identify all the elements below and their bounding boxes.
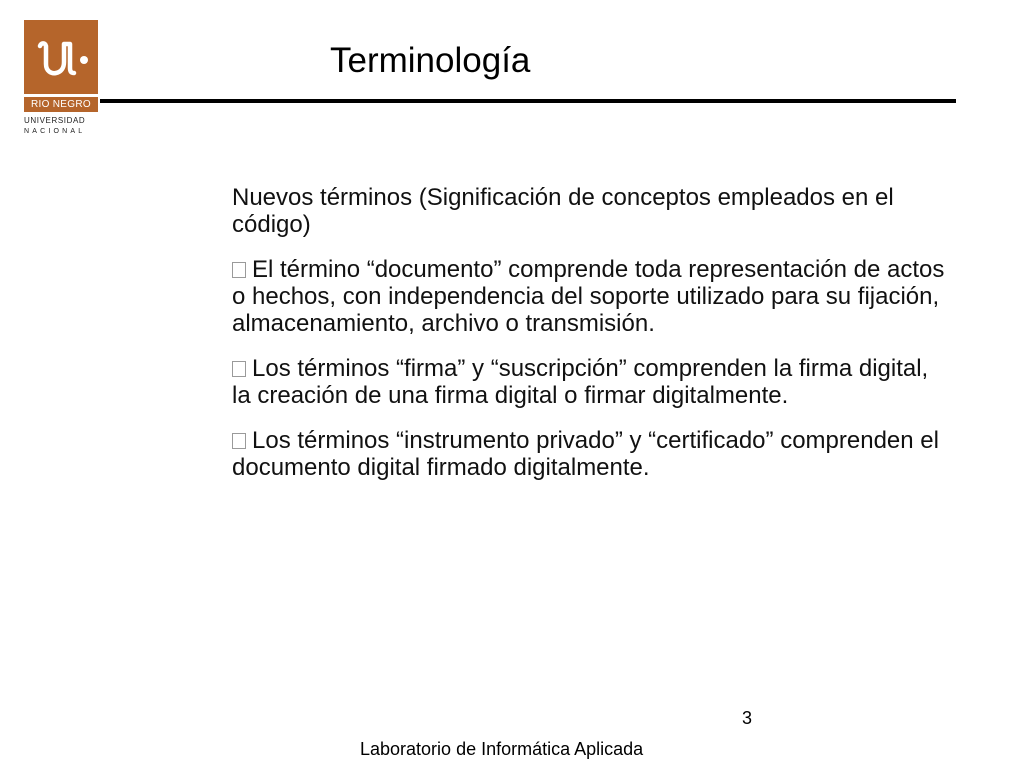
bullet-text: El término “documento” comprende toda representación de actos o hechos, con independencia del soporte utilizado para su fijación, almacenamiento, archivo o transmisión.: [232, 256, 945, 337]
university-logo: [24, 20, 98, 138]
logo-mark: [24, 20, 98, 94]
bullet-box-icon: [232, 433, 246, 449]
slide-title: Terminología: [330, 41, 531, 80]
bullet-text: Los términos “firma” y “suscripción” comprenden la firma digital, la creación de una firma digital o firmar digitalmente.: [232, 355, 929, 409]
bullet-box-icon: [232, 262, 246, 278]
intro-paragraph: Nuevos términos (Significación de conceptos empleados en el código): [232, 184, 894, 238]
bullet-box-icon: [232, 361, 246, 377]
bullet-item: [232, 355, 952, 409]
slide-body: [232, 184, 952, 499]
logo-u-icon: [24, 20, 98, 94]
bullet-item: [232, 427, 952, 481]
title-divider: [100, 99, 956, 103]
page-number: 3: [742, 708, 753, 728]
logo-universidad-label: UNIVERSIDAD: [24, 116, 86, 125]
bullet-text: Los términos “instrumento privado” y “certificado” comprenden el documento digital firmado digitalmente.: [232, 427, 939, 481]
logo-rio-negro-label: RIO NEGRO: [24, 97, 98, 112]
footer-text: Laboratorio de Informática Aplicada: [360, 739, 644, 759]
bullet-item: [232, 256, 952, 337]
logo-nacional-label: NACIONAL: [24, 128, 86, 135]
